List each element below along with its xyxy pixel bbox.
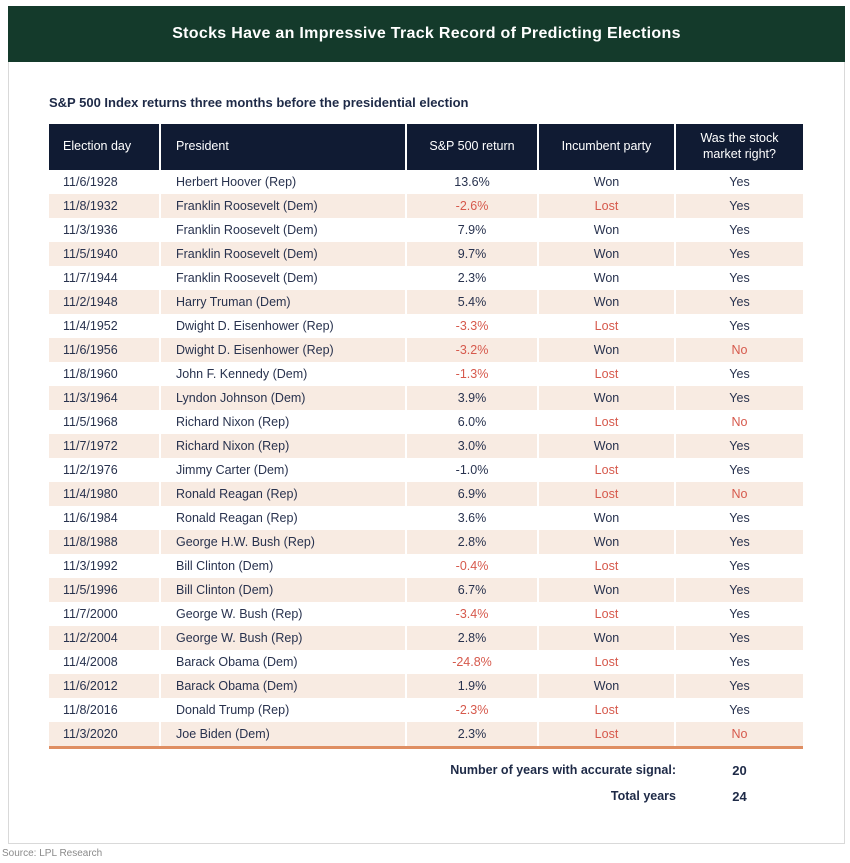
cell-president: Richard Nixon (Rep) — [161, 434, 407, 458]
table-row — [49, 650, 803, 674]
cell-incumbent-party: Won — [539, 578, 676, 602]
summary-accurate-signal — [49, 757, 803, 783]
cell-election-day: 11/5/1968 — [49, 410, 161, 434]
cell-incumbent-party: Won — [539, 266, 676, 290]
table-row — [49, 698, 803, 722]
cell-sp500-return: 9.7% — [407, 242, 539, 266]
cell-sp500-return: -3.3% — [407, 314, 539, 338]
table-row — [49, 674, 803, 698]
cell-election-day: 11/8/1932 — [49, 194, 161, 218]
cell-market-right: Yes — [676, 530, 803, 554]
cell-incumbent-party: Won — [539, 338, 676, 362]
cell-market-right: Yes — [729, 654, 750, 669]
cell-incumbent-party: Won — [539, 506, 676, 530]
cell-sp500-return: -3.4% — [407, 602, 539, 626]
cell-election-day: 11/3/1936 — [49, 218, 161, 242]
cell-president: Jimmy Carter (Dem) — [161, 458, 407, 482]
cell-election-day: 11/5/1940 — [49, 242, 161, 266]
cell-incumbent-party: Won — [539, 170, 676, 194]
cell-sp500-return: 3.9% — [407, 386, 539, 410]
cell-sp500-return: 6.7% — [407, 578, 539, 602]
table-row — [49, 338, 803, 362]
cell-sp500-return: -2.6% — [407, 194, 539, 218]
summary-total-years — [49, 783, 803, 809]
cell-sp500-return: -3.2% — [407, 338, 539, 362]
cell-president: Ronald Reagan (Rep) — [161, 506, 407, 530]
summary-total-years-value: 24 — [732, 788, 747, 804]
cell-incumbent-party: Lost — [539, 362, 676, 386]
cell-sp500-return: 13.6% — [407, 170, 539, 194]
cell-president: George W. Bush (Rep) — [161, 626, 407, 650]
cell-sp500-return: -0.4% — [407, 554, 539, 578]
chart-card — [8, 62, 845, 844]
table-row — [49, 554, 803, 578]
cell-incumbent-party: Won — [539, 530, 676, 554]
cell-sp500-return: -1.0% — [407, 458, 539, 482]
cell-election-day: 11/7/1944 — [49, 266, 161, 290]
cell-election-day: 11/4/2008 — [49, 650, 161, 674]
cell-election-day: 11/2/2004 — [49, 626, 161, 650]
cell-market-right: Yes — [729, 510, 750, 525]
summary-block — [49, 757, 803, 809]
cell-sp500-return: -24.8% — [407, 650, 539, 674]
cell-market-right: Yes — [676, 434, 803, 458]
cell-election-day: 11/6/1984 — [49, 506, 161, 530]
cell-incumbent-party: Lost — [539, 650, 676, 674]
cell-president: Joe Biden (Dem) — [161, 722, 407, 746]
header-row — [49, 124, 803, 170]
cell-incumbent-party: Won — [539, 626, 676, 650]
table-row — [49, 410, 803, 434]
cell-president: Herbert Hoover (Rep) — [161, 170, 407, 194]
cell-president: Barack Obama (Dem) — [161, 674, 407, 698]
cell-election-day: 11/5/1996 — [49, 578, 161, 602]
table-header — [49, 124, 803, 170]
cell-market-right: Yes — [676, 194, 803, 218]
table-row — [49, 458, 803, 482]
cell-sp500-return: 2.8% — [407, 626, 539, 650]
cell-president: Harry Truman (Dem) — [161, 290, 407, 314]
cell-incumbent-party: Lost — [539, 314, 676, 338]
cell-election-day: 11/7/2000 — [49, 602, 161, 626]
column-header-election-day: Election day — [49, 124, 161, 170]
cell-election-day: 11/3/2020 — [49, 722, 161, 746]
cell-president: John F. Kennedy (Dem) — [161, 362, 407, 386]
cell-incumbent-party: Lost — [539, 410, 676, 434]
cell-market-right: Yes — [729, 606, 750, 621]
cell-market-right: Yes — [729, 174, 750, 189]
cell-president: Dwight D. Eisenhower (Rep) — [161, 314, 407, 338]
cell-market-right: No — [676, 482, 803, 506]
table-bottom-rule — [49, 746, 803, 749]
cell-sp500-return: -2.3% — [407, 698, 539, 722]
cell-market-right: Yes — [676, 674, 803, 698]
table-row — [49, 626, 803, 650]
table-row — [49, 434, 803, 458]
cell-incumbent-party: Lost — [539, 602, 676, 626]
cell-incumbent-party: Lost — [539, 722, 676, 746]
cell-market-right: Yes — [729, 558, 750, 573]
table-row — [49, 218, 803, 242]
cell-incumbent-party: Won — [539, 386, 676, 410]
source-note: Source: LPL Research — [2, 848, 103, 859]
cell-market-right: Yes — [676, 386, 803, 410]
cell-president: Bill Clinton (Dem) — [161, 554, 407, 578]
table-row — [49, 482, 803, 506]
cell-president: Barack Obama (Dem) — [161, 650, 407, 674]
cell-sp500-return: 2.3% — [407, 722, 539, 746]
cell-market-right: Yes — [729, 702, 750, 717]
cell-market-right: Yes — [729, 462, 750, 477]
cell-market-right: Yes — [729, 222, 750, 237]
cell-election-day: 11/8/2016 — [49, 698, 161, 722]
cell-election-day: 11/2/1948 — [49, 290, 161, 314]
table-row — [49, 530, 803, 554]
cell-president: George H.W. Bush (Rep) — [161, 530, 407, 554]
table-body — [49, 170, 803, 746]
cell-incumbent-party: Lost — [539, 554, 676, 578]
table-row — [49, 386, 803, 410]
cell-president: Ronald Reagan (Rep) — [161, 482, 407, 506]
table-row — [49, 362, 803, 386]
cell-incumbent-party: Won — [539, 218, 676, 242]
table-row — [49, 242, 803, 266]
column-header-sp500-return: S&P 500 return — [407, 124, 539, 170]
cell-sp500-return: 3.6% — [407, 506, 539, 530]
cell-president: George W. Bush (Rep) — [161, 602, 407, 626]
table-row — [49, 314, 803, 338]
column-header-market-right: Was the stock market right? — [676, 124, 803, 170]
cell-market-right: Yes — [676, 242, 803, 266]
table-row — [49, 506, 803, 530]
summary-total-years-label: Total years — [610, 789, 676, 803]
chart-subtitle: S&P 500 Index returns three months before the presidential election — [49, 95, 469, 110]
table-row — [49, 290, 803, 314]
cell-sp500-return: 1.9% — [407, 674, 539, 698]
cell-election-day: 11/2/1976 — [49, 458, 161, 482]
cell-president: Lyndon Johnson (Dem) — [161, 386, 407, 410]
cell-election-day: 11/7/1972 — [49, 434, 161, 458]
cell-sp500-return: 7.9% — [407, 218, 539, 242]
cell-incumbent-party: Won — [539, 674, 676, 698]
cell-market-right: Yes — [676, 290, 803, 314]
cell-market-right: Yes — [729, 366, 750, 381]
column-header-incumbent: Incumbent party — [539, 124, 676, 170]
cell-election-day: 11/4/1980 — [49, 482, 161, 506]
column-header-president: President — [161, 124, 407, 170]
cell-election-day: 11/3/1992 — [49, 554, 161, 578]
elections-table-wrap — [49, 124, 803, 809]
cell-president: Franklin Roosevelt (Dem) — [161, 242, 407, 266]
cell-incumbent-party: Lost — [539, 482, 676, 506]
table-row — [49, 578, 803, 602]
cell-incumbent-party: Lost — [539, 194, 676, 218]
table-row — [49, 266, 803, 290]
cell-market-right: Yes — [676, 578, 803, 602]
cell-election-day: 11/6/2012 — [49, 674, 161, 698]
cell-incumbent-party: Lost — [539, 698, 676, 722]
cell-president: Franklin Roosevelt (Dem) — [161, 218, 407, 242]
cell-market-right: No — [676, 338, 803, 362]
cell-market-right: Yes — [729, 270, 750, 285]
summary-accurate-signal-label: Number of years with accurate signal: — [450, 763, 676, 777]
cell-president: Richard Nixon (Rep) — [161, 410, 407, 434]
cell-president: Bill Clinton (Dem) — [161, 578, 407, 602]
cell-election-day: 11/3/1964 — [49, 386, 161, 410]
cell-market-right: No — [731, 414, 748, 429]
cell-incumbent-party: Won — [539, 242, 676, 266]
cell-sp500-return: 3.0% — [407, 434, 539, 458]
cell-election-day: 11/4/1952 — [49, 314, 161, 338]
cell-sp500-return: -1.3% — [407, 362, 539, 386]
chart-title: Stocks Have an Impressive Track Record of Predicting Elections — [172, 25, 681, 42]
summary-accurate-signal-value: 20 — [732, 762, 747, 778]
table-row — [49, 602, 803, 626]
cell-president: Franklin Roosevelt (Dem) — [161, 194, 407, 218]
table-row — [49, 170, 803, 194]
cell-sp500-return: 5.4% — [407, 290, 539, 314]
cell-sp500-return: 2.3% — [407, 266, 539, 290]
cell-president: Franklin Roosevelt (Dem) — [161, 266, 407, 290]
cell-sp500-return: 2.8% — [407, 530, 539, 554]
table-row — [49, 722, 803, 746]
cell-president: Donald Trump (Rep) — [161, 698, 407, 722]
cell-market-right: Yes — [676, 626, 803, 650]
cell-incumbent-party: Lost — [539, 458, 676, 482]
cell-sp500-return: 6.9% — [407, 482, 539, 506]
elections-table — [49, 124, 803, 746]
title-banner — [8, 6, 845, 62]
cell-election-day: 11/6/1956 — [49, 338, 161, 362]
cell-incumbent-party: Won — [539, 434, 676, 458]
table-row — [49, 194, 803, 218]
cell-election-day: 11/6/1928 — [49, 170, 161, 194]
cell-election-day: 11/8/1960 — [49, 362, 161, 386]
cell-president: Dwight D. Eisenhower (Rep) — [161, 338, 407, 362]
cell-market-right: No — [676, 722, 803, 746]
cell-incumbent-party: Won — [539, 290, 676, 314]
cell-market-right: Yes — [729, 318, 750, 333]
cell-election-day: 11/8/1988 — [49, 530, 161, 554]
cell-sp500-return: 6.0% — [407, 410, 539, 434]
